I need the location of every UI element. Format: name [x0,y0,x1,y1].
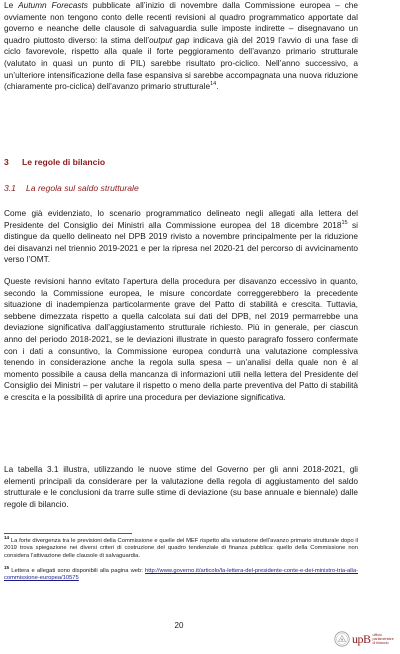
subsection-number: 3.1 [4,183,16,193]
footnote-15-text: Lettera e allegati sono disponibili alla pagina web: [9,568,146,574]
footnote-15 [4,565,358,583]
intro-text-1: Le [4,0,19,10]
upb-seal-icon [334,631,350,647]
paragraph-2-text-1: Come già evidenziato, lo scenario programmatico delineato negli allegati alla lettera del Presidente del Consiglio dei Ministri alla Commissione europea del 18 dicembre 2018 [4,208,358,230]
subsection-heading-3-1 [4,183,139,193]
footnote-ref-15[interactable]: 15 [341,219,348,226]
footnote-divider [4,533,132,534]
section-number: 3 [4,157,9,167]
upb-logo-mark: upB [352,631,371,646]
section-heading-3 [4,157,105,167]
intro-text-5: indicava già del 2019 l’avvio di una fase di ciclo favorevole, rispetto alla quale il forte peggioramento dell’avanzo primario strutturale (valutato in quasi un punto di PIL) sarebbe risultato pro-ciclico. Nell’anno successivo, a un’ulteriore intensificazione della fase espansiva si sarebbe accompagnata una nuova riduzione (chiaramente pro-ciclica) dell’avanzo primario strutturale [4,34,358,92]
intro-paragraph [4,0,358,93]
intro-text-3: pubblicate all’inizio di novembre dalla Commissione europea – che ovviamente non tengono conto delle recenti revisioni al quadro programmatico apportate dal governo e neanche delle clausole di salvaguardia sulle imposte indirette – disegnavano un quadro piuttosto diverso: la stima dell’ [4,0,358,45]
subsection-title: La regola sul saldo strutturale [26,183,139,193]
footnote-15-link[interactable]: http://www.governo.it/articolo/la-lettera-del-presidente-conte-e-dei-ministro-tria-alla-commissione-europea/10575 [4,568,358,582]
paragraph-2-text-2: si distingue da quello delineato nel DPB 2019 rivisto a novembre principalmente per la riduzione dei disavanzi nel triennio 2019-2021 e per la ripresa nel 2020-21 del percorso di avvicinamento verso l’OMT. [4,219,358,265]
upb-logo-line-3: di bilancio [372,641,389,646]
paragraph-4: La tabella 3.1 illustra, utilizzando le nuove stime del Governo per gli anni 2018-2021, gli elementi principali da considerare per la valutazione della regola di aggiustamento del saldo strutturale e le conclusioni da trarre sulle stime di deviazione (su base annuale e biennale) dalle regole di bilancio. [4,464,358,509]
upb-logo-line-2: parlamentare [372,636,394,641]
upb-logo [334,628,398,650]
page-number: 20 [174,621,184,630]
paragraph-2 [4,208,358,266]
intro-autumn-forecasts: Autumn Forecasts [18,0,88,10]
paragraph-3: Queste revisioni hanno evitato l’apertura della procedura per disavanzo eccessivo in quanto, secondo la Commissione europea, le misure concordate correggerebbero la precedente situazione di inadempienza particolarmente grave del Patto di stabilità e crescita. Tuttavia, sebbene dimezzata rispetto a quella calcolata sui dati del DPB, nel 2019 permarrebbe una deviazione significativa dall’aggiustamento strutturale richiesto. Più in generale, per ciascun anno del periodo 2018-2021, se le deviazioni illustrate in questo paragrafo fossero confermate con i dati a consuntivo, la Commissione europea condurrà una valutazione complessiva tenendo in considerazione anche la regola sulla spesa – un’analisi della quale non è al momento possibile a causa della mancanza di informazioni utili nella lettera del Presidente del Consiglio dei Ministri – per valutare il rispetto o meno della parte preventiva del Patto di stabilità e crescita e la possibilità di aprire una procedura per deviazione significativa. [4,276,358,402]
upb-logo-line-1: ufficio [372,632,382,637]
footnote-14 [4,535,358,560]
footnote-ref-14[interactable]: 14 [210,81,217,88]
upb-logo-text [373,633,394,646]
intro-output-gap: output gap [149,34,190,45]
section-title: Le regole di bilancio [22,157,106,167]
footnote-14-number: 14 [4,535,10,541]
intro-text-6: . [216,81,219,92]
footnote-15-number: 15 [4,565,10,571]
footnote-14-text: La forte divergenza tra le previsioni della Commissione e quelle del MEF rispetto alla variazione dell’avanzo primario strutturale dopo il 2019 trova spiegazione nei diversi criteri di costruzione del quadro tendenziale di finanza pubblica: quello della Commissione non considera l’attivazione delle clausole di salvaguardia. [4,538,358,559]
